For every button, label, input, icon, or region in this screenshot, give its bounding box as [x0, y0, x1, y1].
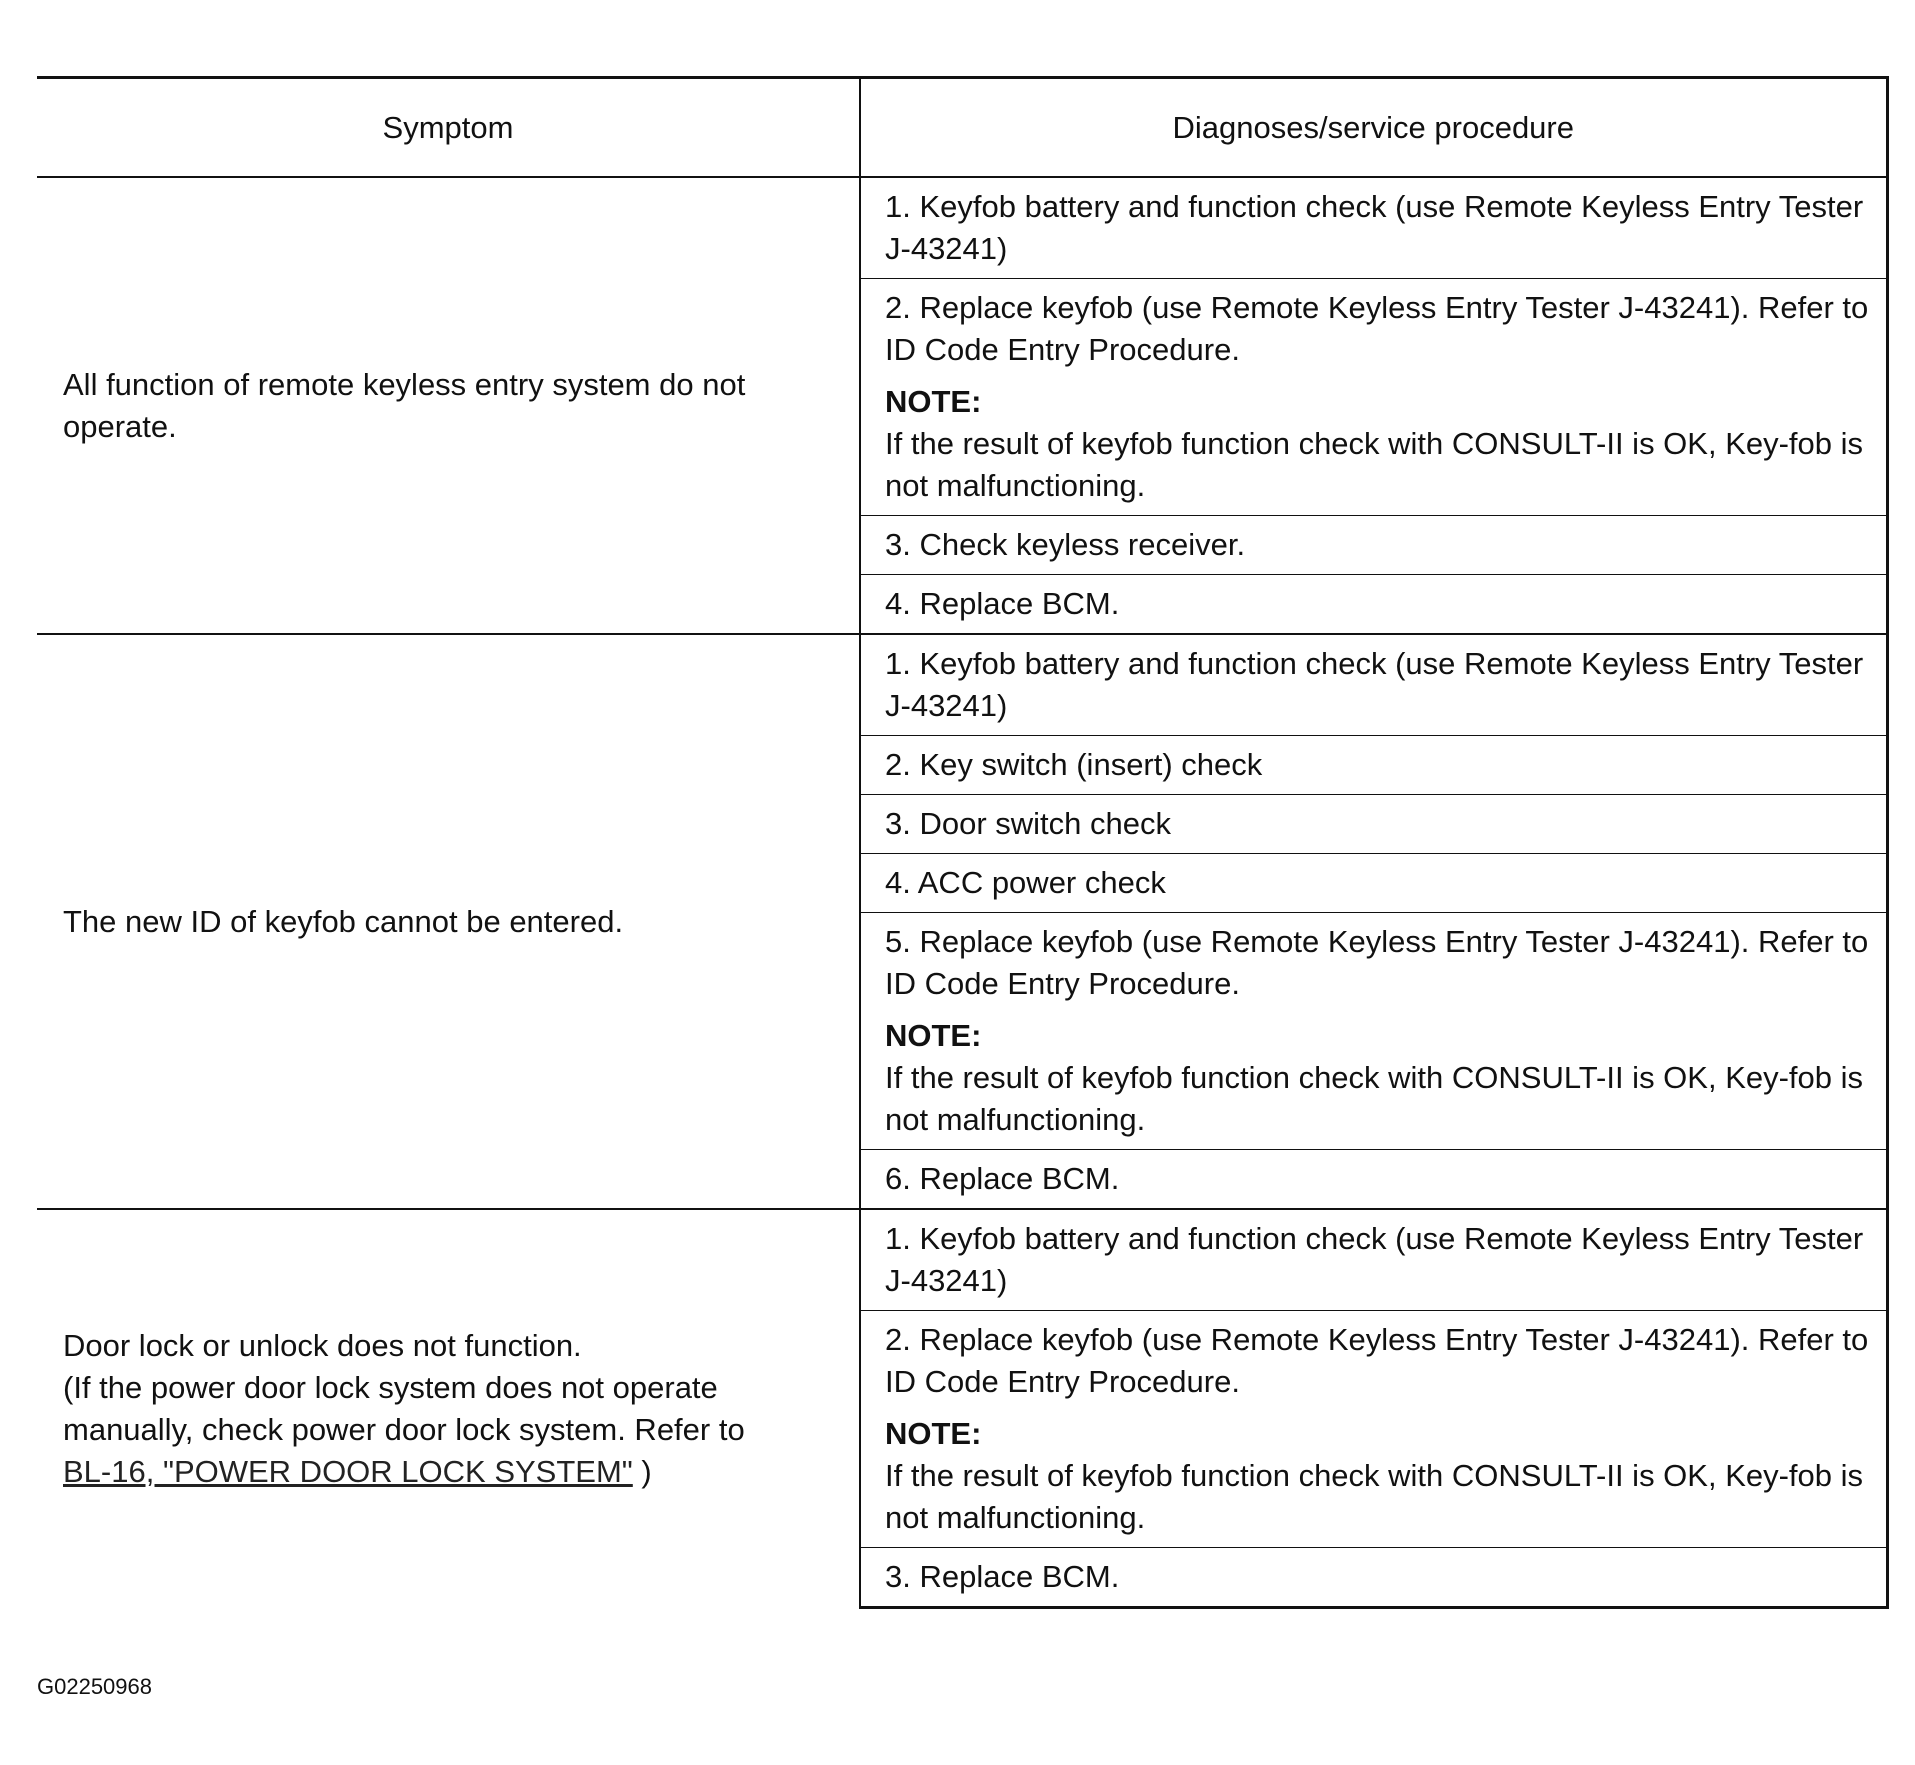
step-text: 2. Replace keyfob (use Remote Keyless Entry Tester J-43241). Refer to ID Code Entry Procedure. [885, 290, 1869, 367]
note-text: If the result of keyfob function check with CONSULT-II is OK, Key-fob is not malfunctioning. [885, 426, 1864, 503]
header-procedure: Diagnoses/service procedure [860, 78, 1887, 178]
symptom-cell [37, 634, 860, 1209]
procedure-step [860, 736, 1887, 795]
symptom-close-paren: ) [641, 1453, 652, 1489]
step-text: 2. Replace keyfob (use Remote Keyless Entry Tester J-43241). Refer to ID Code Entry Procedure. [885, 1322, 1869, 1399]
table-row [37, 1209, 1887, 1311]
step-text: 4. ACC power check [885, 865, 1166, 900]
step-text: 1. Keyfob battery and function check (use Remote Keyless Entry Tester J-43241) [885, 189, 1864, 266]
note-text: If the result of keyfob function check with CONSULT-II is OK, Key-fob is not malfunctioning. [885, 1458, 1864, 1535]
symptom-cell [37, 1209, 860, 1608]
symptom-diagnosis-table [37, 76, 1889, 1609]
reference-link[interactable]: BL-16, "POWER DOOR LOCK SYSTEM" [63, 1453, 633, 1489]
table-row [37, 634, 1887, 736]
symptom-cell [37, 177, 860, 634]
procedure-step [860, 177, 1887, 279]
procedure-step [860, 1209, 1887, 1311]
symptom-text: Door lock or unlock does not function. [63, 1327, 582, 1363]
step-text: 2. Key switch (insert) check [885, 747, 1263, 782]
header-symptom: Symptom [37, 78, 860, 178]
step-text: 3. Check keyless receiver. [885, 527, 1246, 562]
step-text: 3. Replace BCM. [885, 1559, 1120, 1594]
procedure-step [860, 575, 1887, 635]
step-text: 1. Keyfob battery and function check (use Remote Keyless Entry Tester J-43241) [885, 1221, 1864, 1298]
symptom-detail-text: (If the power door lock system does not operate manually, check power door lock system. Refer to [63, 1369, 745, 1447]
procedure-step [860, 854, 1887, 913]
procedure-step [860, 1311, 1887, 1548]
note-label: NOTE: [885, 1018, 982, 1053]
procedure-step [860, 516, 1887, 575]
figure-id-label: G02250968 [37, 1674, 152, 1699]
table-header-row [37, 78, 1887, 178]
procedure-step [860, 279, 1887, 516]
symptom-text: The new ID of keyfob cannot be entered. [63, 903, 624, 939]
procedure-step [860, 1548, 1887, 1608]
procedure-step [860, 913, 1887, 1150]
procedure-step [860, 795, 1887, 854]
symptom-text: All function of remote keyless entry system do not operate. [63, 366, 746, 444]
procedure-step [860, 1150, 1887, 1210]
step-text: 4. Replace BCM. [885, 586, 1120, 621]
step-text: 6. Replace BCM. [885, 1161, 1120, 1196]
note-label: NOTE: [885, 1416, 982, 1451]
note-label: NOTE: [885, 384, 982, 419]
step-text: 5. Replace keyfob (use Remote Keyless Entry Tester J-43241). Refer to ID Code Entry Procedure. [885, 924, 1869, 1001]
table-row [37, 177, 1887, 279]
procedure-step [860, 634, 1887, 736]
step-text: 3. Door switch check [885, 806, 1171, 841]
note-text: If the result of keyfob function check with CONSULT-II is OK, Key-fob is not malfunctioning. [885, 1060, 1864, 1137]
step-text: 1. Keyfob battery and function check (use Remote Keyless Entry Tester J-43241) [885, 646, 1864, 723]
